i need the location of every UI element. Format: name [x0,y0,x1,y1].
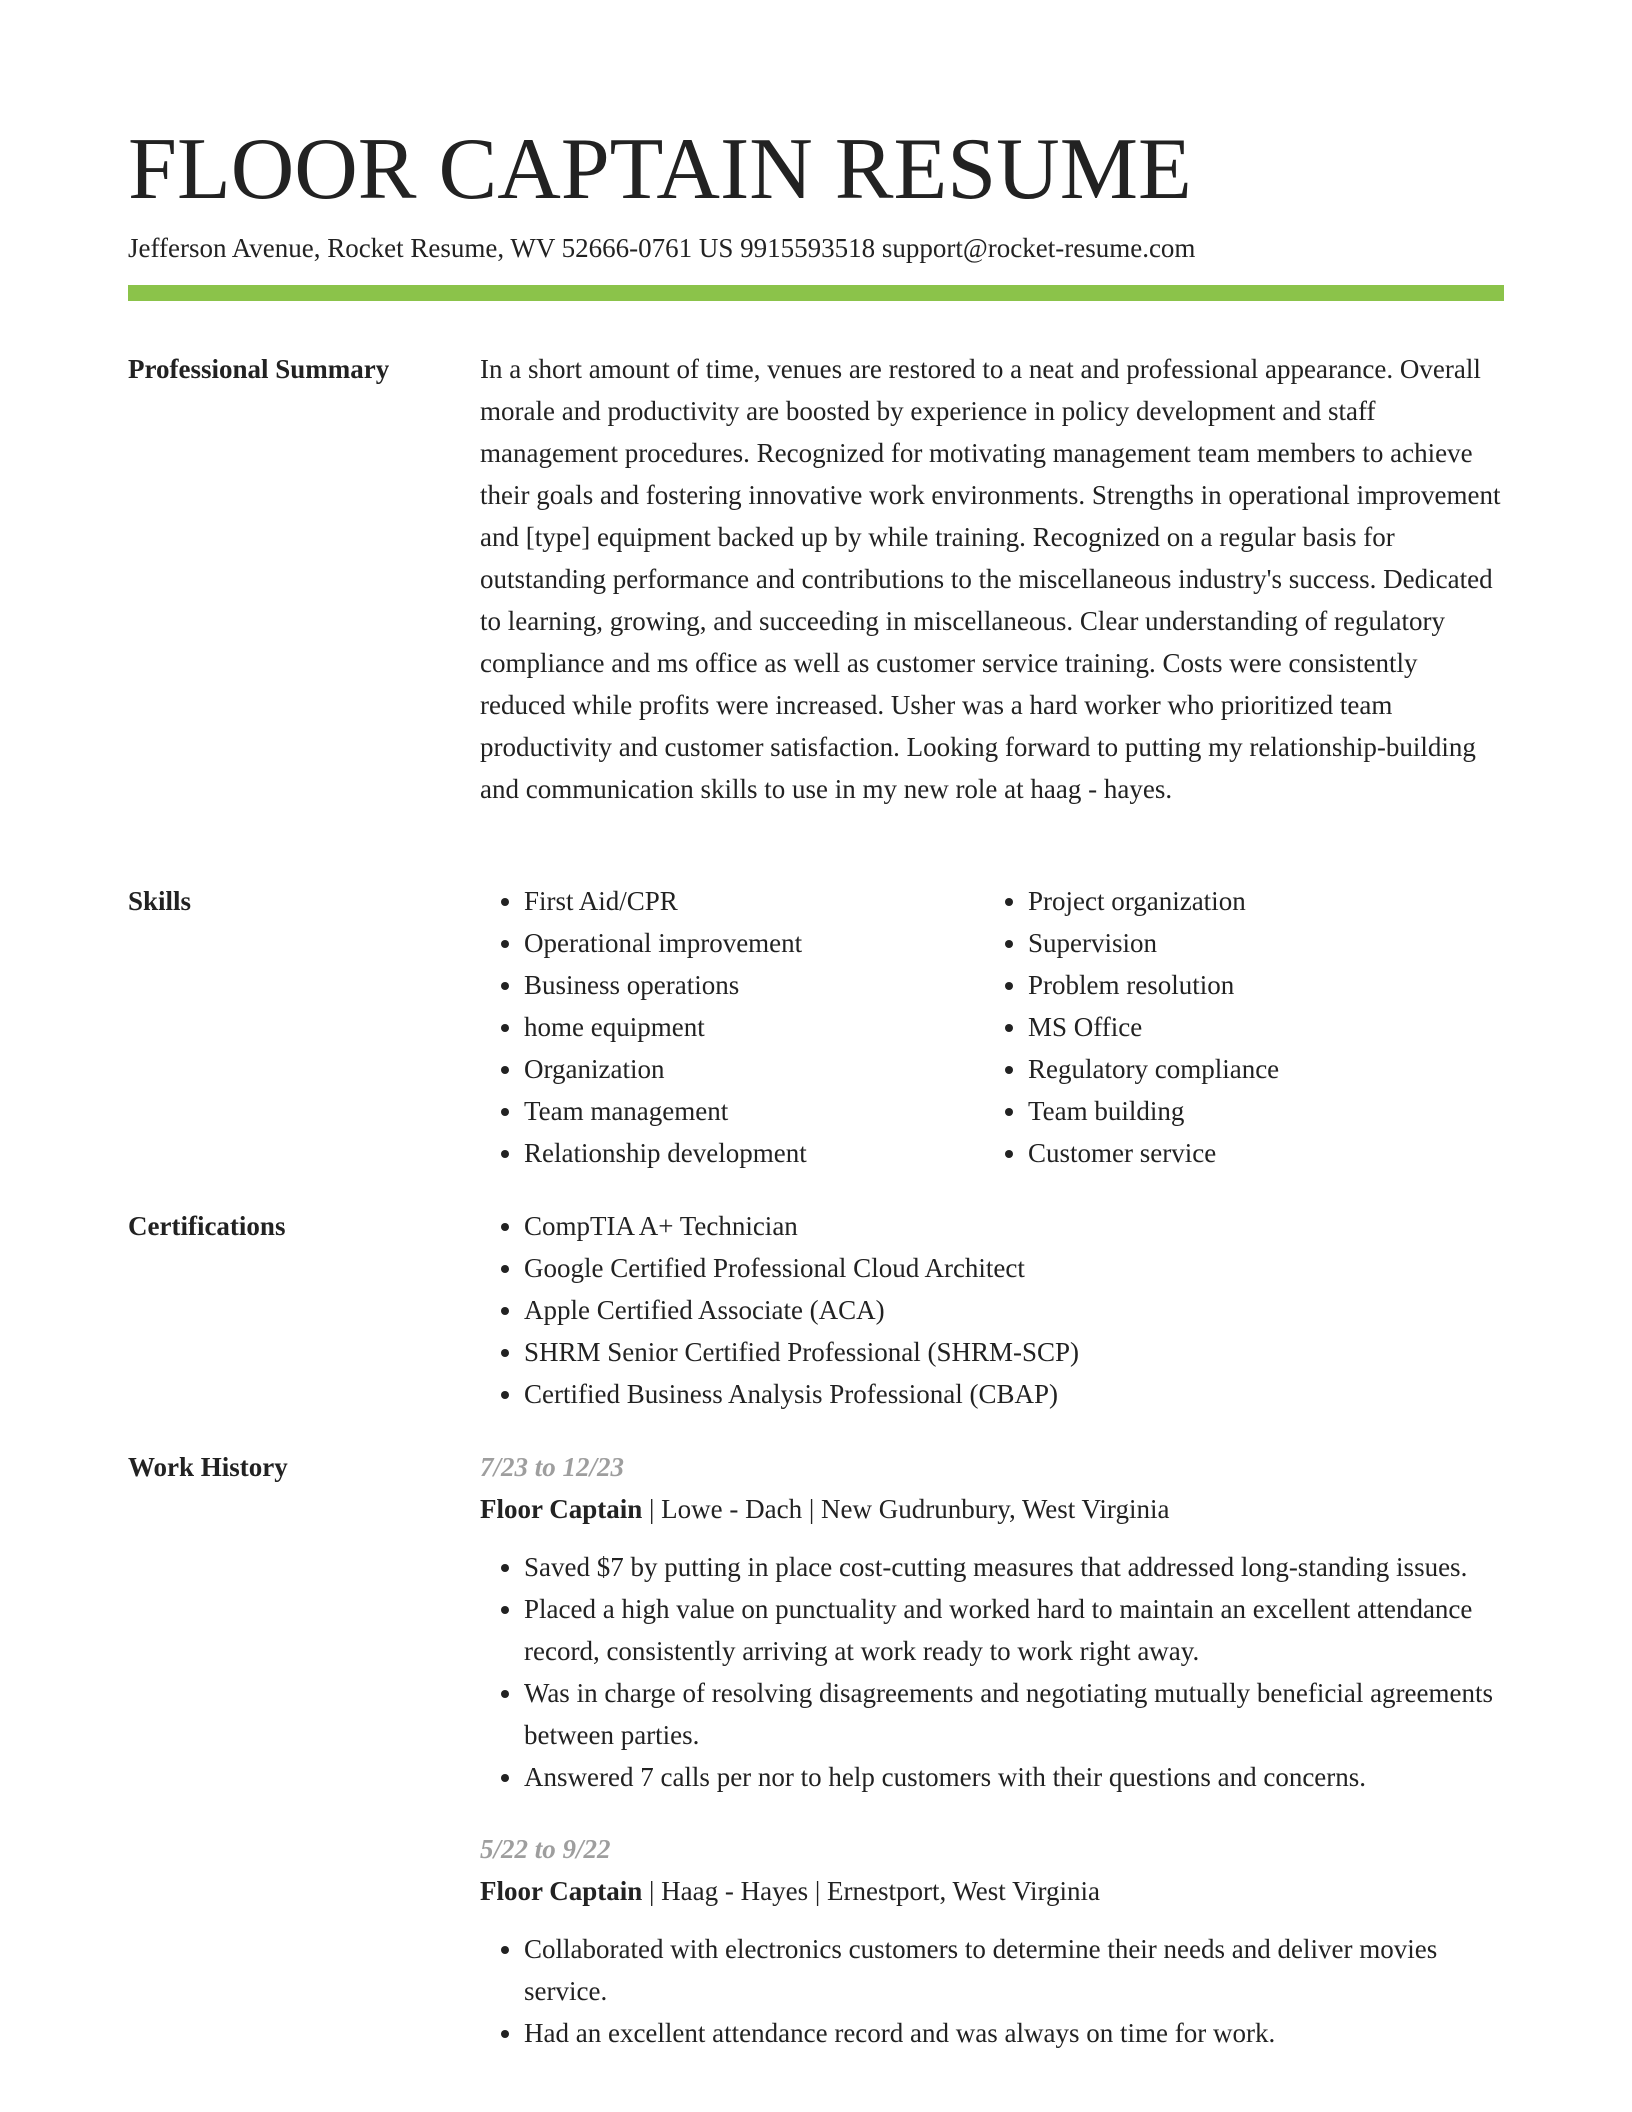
summary-text: In a short amount of time, venues are restored to a neat and professional appearance. Overall morale and productivity are boosted by experience in policy development and staff management procedures. Recognized for motivating management team members to achieve their goals and fostering innovative work environments. Strengths in operational improvement and [type] equipment backed up by while training. Recognized on a regular basis for outstanding performance and contributions to the miscellaneous industry's success. Dedicated to learning, growing, and succeeding in miscellaneous. Clear understanding of regulatory compliance and ms office as well as customer service training. Costs were consistently reduced while profits were increased. Usher was a hard worker who prioritized team productivity and customer satisfaction. Looking forward to putting my relationship-building and communication skills to use in my new role at haag - hayes. [480,354,1501,804]
certification-item: • SHRM Senior Certified Professional (SHRM-SCP) [524,1331,1504,1373]
job-heading [480,1870,1504,1912]
skills-grid [480,880,1504,1174]
skill-item: • Customer service [1028,1132,1488,1174]
skill-item: • MS Office [1028,1006,1488,1048]
skills-list-left [480,880,984,1174]
job-title: Floor Captain [480,1494,643,1524]
resume-title: FLOOR CAPTAIN RESUME [128,121,1192,218]
skill-item: • Project organization [1028,880,1488,922]
job-bullets [480,1546,1504,1798]
work-history-body [480,1446,1504,2070]
job-bullet: • Answered 7 calls per nor to help customers with their questions and concerns. [524,1756,1504,1798]
job-bullet: • Was in charge of resolving disagreements and negotiating mutually beneficial agreements between parties. [524,1672,1504,1756]
skill-item: • Regulatory compliance [1028,1048,1488,1090]
skills-column-right [984,880,1488,1174]
certification-item: • CompTIA A+ Technician [524,1205,1504,1247]
job-date: 5/22 to 9/22 [480,1834,611,1864]
job-details: | Lowe - Dach | New Gudrunbury, West Virginia [642,1494,1170,1524]
certification-item: • Apple Certified Associate (ACA) [524,1289,1504,1331]
job-title: Floor Captain [480,1876,643,1906]
summary-body [480,348,1504,810]
job-bullet: • Had an excellent attendance record and was always on time for work. [524,2012,1504,2054]
job-entry [480,1828,1504,2054]
job-bullet: • Placed a high value on punctuality and worked hard to maintain an excellent attendance record, consistently arriving at work ready to work right away. [524,1588,1504,1672]
certification-item: • Certified Business Analysis Professional (CBAP) [524,1373,1504,1415]
skill-item: • Team management [524,1090,984,1132]
skill-item: • Business operations [524,964,984,1006]
skills-list-right [984,880,1488,1174]
job-date: 7/23 to 12/23 [480,1452,625,1482]
job-details: | Haag - Hayes | Ernestport, West Virginia [642,1876,1100,1906]
job-heading [480,1488,1504,1530]
skill-item: • Problem resolution [1028,964,1488,1006]
skill-item: • Supervision [1028,922,1488,964]
job-bullet: • Saved $7 by putting in place cost-cutting measures that addressed long-standing issues. [524,1546,1504,1588]
work-history-heading: Work History [128,1452,288,1482]
skill-item: • First Aid/CPR [524,880,984,922]
skill-item: • Team building [1028,1090,1488,1132]
skills-heading: Skills [128,886,192,916]
header-divider [128,285,1504,301]
skill-item: • Relationship development [524,1132,984,1174]
skill-item: • Organization [524,1048,984,1090]
certifications-body [480,1205,1504,1415]
skills-column-left [480,880,984,1174]
skills-body [480,880,1504,1174]
summary-heading: Professional Summary [128,354,390,384]
job-bullet: • Collaborated with electronics customers to determine their needs and deliver movies service. [524,1928,1504,2012]
certification-item: • Google Certified Professional Cloud Architect [524,1247,1504,1289]
job-bullets [480,1928,1504,2054]
certifications-list [480,1205,1504,1415]
skill-item: • home equipment [524,1006,984,1048]
contact-line: Jefferson Avenue, Rocket Resume, WV 52666-0761 US 9915593518 support@rocket-resume.com [128,233,1196,263]
skill-item: • Operational improvement [524,922,984,964]
job-entry [480,1446,1504,1798]
certifications-heading: Certifications [128,1211,286,1241]
